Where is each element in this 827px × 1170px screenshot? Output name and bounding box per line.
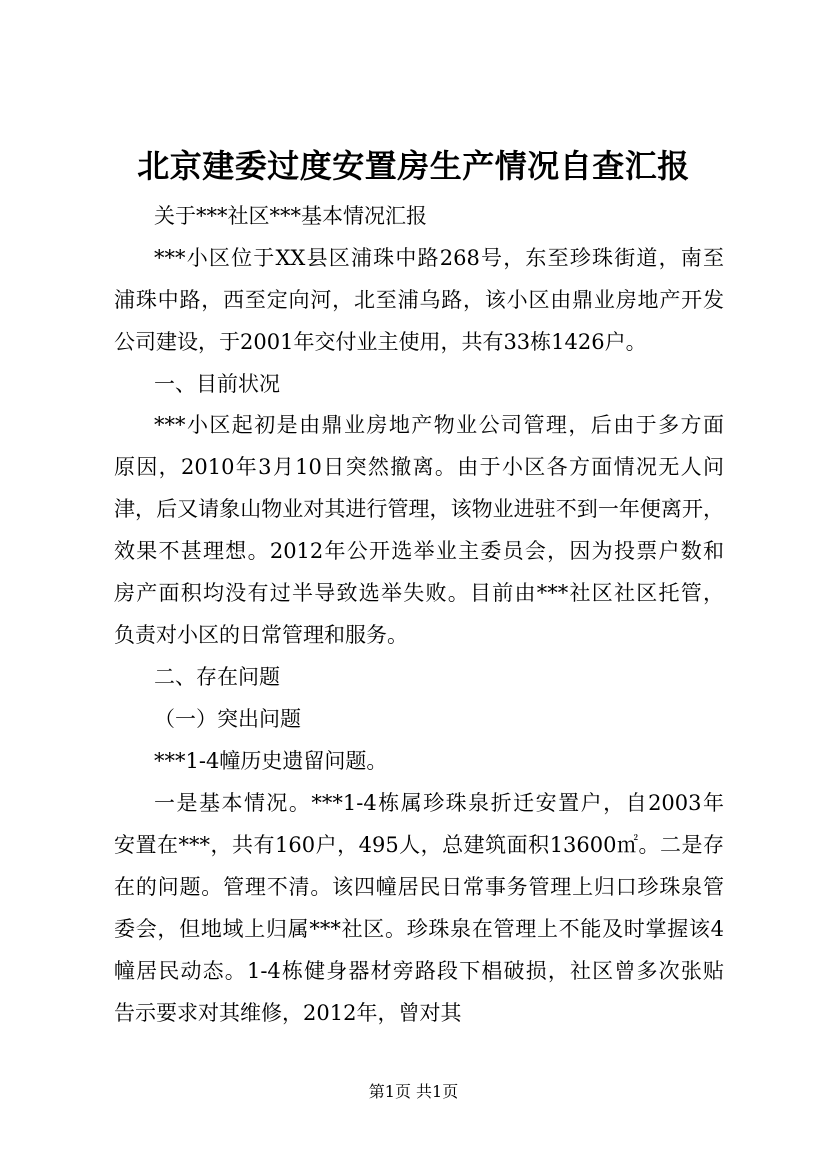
body-line: 幢居民动态。1-4栋健身器材旁路段下椙破损，社区曾多次张贴 xyxy=(114,959,724,983)
section-heading: 二、存在问题 xyxy=(154,665,280,689)
body-line: 房产面积均没有过半导致选举失败。目前由***社区社区托管， xyxy=(114,581,724,605)
body-line: ***小区位于XX县区浦珠中路268号，东至珍珠街道，南至 xyxy=(154,246,724,270)
page-footer: 第1页 共1页 xyxy=(368,1082,459,1101)
body-line: 安置在***，共有160户，495人，总建筑面积13600㎡。二是存 xyxy=(114,833,724,857)
body-line: 委会，但地域上归属***社区。珍珠泉在管理上不能及时掌握该4 xyxy=(114,917,724,941)
body-line: 在的问题。管理不清。该四幢居民日常事务管理上归口珍珠泉管 xyxy=(114,875,724,899)
body-line: 津，后又请象山物业对其进行管理，该物业进驻不到一年便离开， xyxy=(114,497,724,521)
body-line: 告示要求对其维修，2012年，曾对其 xyxy=(114,1001,462,1025)
body-line: 效果不甚理想。2012年公开选举业主委员会，因为投票户数和 xyxy=(114,539,724,563)
section-heading: 一、目前状况 xyxy=(154,372,280,396)
body-line: 浦珠中路，西至定向河，北至浦乌路，该小区由鼎业房地产开发 xyxy=(114,288,724,312)
document-title: 北京建委过度安置房生产情况自查汇报 xyxy=(137,147,690,185)
body-line: 原因，2010年3月10日突然撤离。由于小区各方面情况无人问 xyxy=(114,455,724,479)
body-line: ***1-4幢历史遗留问题。 xyxy=(154,749,388,773)
body-line: ***小区起初是由鼎业房地产物业公司管理，后由于多方面 xyxy=(154,413,724,437)
subsection-heading: （一）突出问题 xyxy=(154,707,301,731)
body-line: 公司建设，于2001年交付业主使用，共有33栋1426户。 xyxy=(114,330,647,354)
body-line: 一是基本情况。***1-4栋属珍珠泉折迁安置户，自2003年 xyxy=(154,791,724,815)
body-line: 负责对小区的日常管理和服务。 xyxy=(114,623,408,647)
document-subtitle: 关于***社区***基本情况汇报 xyxy=(154,204,427,228)
